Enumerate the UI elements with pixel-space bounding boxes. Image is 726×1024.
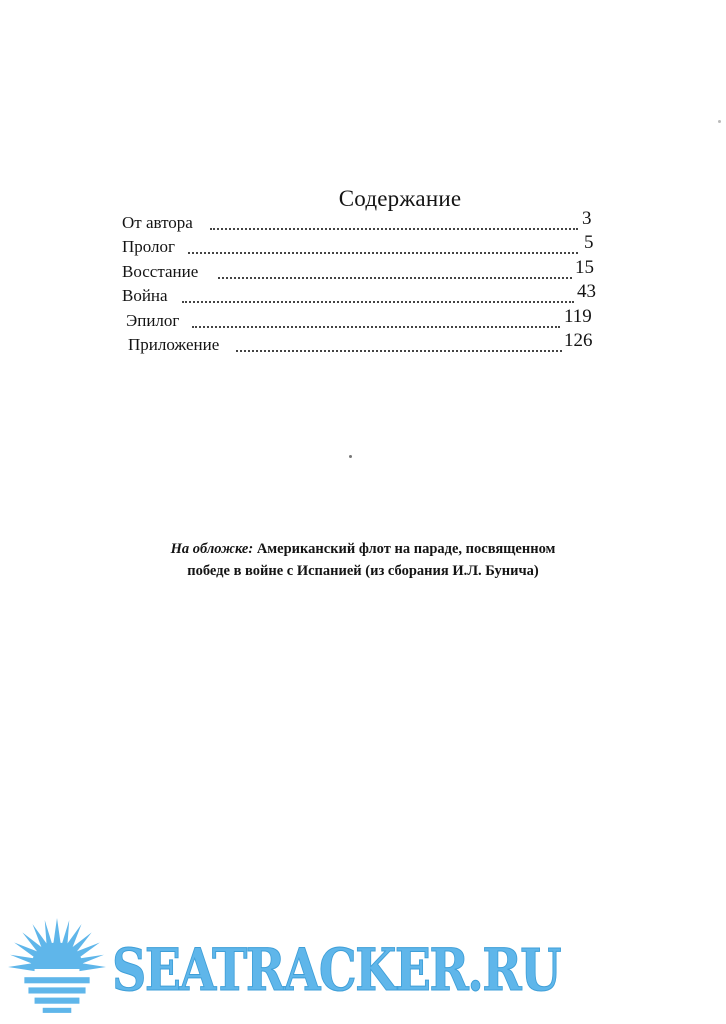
table-of-contents xyxy=(122,207,600,359)
toc-entry-prologue xyxy=(122,232,600,262)
cover-caption-line-2: победе в войне с Испанией (из сборания И.Л. Бунича) xyxy=(187,563,539,579)
cover-caption-line-1 xyxy=(100,538,626,560)
toc-dot-leader xyxy=(236,350,562,352)
toc-entry-appendix xyxy=(122,330,600,360)
toc-entry-uprising xyxy=(122,256,600,286)
toc-entry-label: Пролог xyxy=(122,235,176,259)
toc-entry-page: 15 xyxy=(575,256,594,278)
toc-dot-leader xyxy=(188,252,578,254)
toc-dot-leader xyxy=(218,277,572,279)
toc-entry-page: 43 xyxy=(577,281,596,302)
cover-caption xyxy=(100,538,626,582)
toc-dot-leader xyxy=(182,301,574,303)
sun-logo-icon xyxy=(6,916,108,1018)
scan-speck xyxy=(718,120,721,123)
scan-speck xyxy=(349,455,352,458)
toc-entry-page: 3 xyxy=(582,207,592,229)
page-title: Содержание xyxy=(338,186,462,211)
toc-entry-author xyxy=(122,207,600,237)
toc-entry-label: Война xyxy=(122,284,169,308)
toc-entry-epilogue xyxy=(122,305,600,335)
toc-dot-leader xyxy=(192,326,560,328)
toc-entry-label: От автора xyxy=(122,211,194,235)
cover-caption-lead: На обложке: xyxy=(170,541,254,557)
toc-entry-page: 5 xyxy=(584,232,594,253)
watermark xyxy=(0,910,726,1024)
toc-entry-page: 119 xyxy=(564,305,592,327)
toc-entry-label: Эпилог xyxy=(126,309,180,333)
toc-entry-label: Приложение xyxy=(128,333,220,357)
toc-entry-war xyxy=(122,281,600,311)
toc-entry-page: 126 xyxy=(564,330,593,351)
toc-dot-leader xyxy=(210,228,578,230)
cover-caption-text: Американский флот на параде, посвященном xyxy=(256,541,556,557)
toc-entry-label: Восстание xyxy=(122,260,199,284)
watermark-text: SEATRACKER.RU xyxy=(112,936,560,1004)
